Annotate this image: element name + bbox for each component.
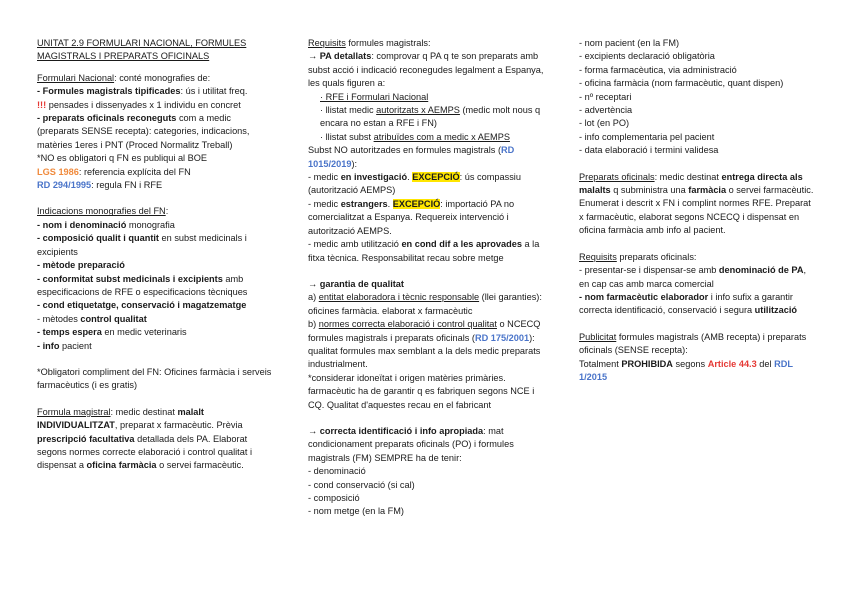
item-text: : mat condicionament preparats oficinals (PO) i formules magistrals (FM) SEMPRE ha de tenir: (308, 425, 514, 463)
excepcio-highlight: EXCEPCIÓ (412, 172, 460, 183)
item-text: monografia (126, 219, 175, 230)
column-right (579, 37, 816, 384)
garantia-qualitat-section (308, 278, 546, 412)
section-label: Formulari Nacional (37, 72, 115, 83)
law-reference: RDL 1/2015 (579, 358, 793, 382)
item-bold: - conformitat subst medicinals i excipients (37, 273, 223, 284)
publicitat-section (579, 331, 816, 385)
item-text: : ús compassiu (autorització AEMPS) (308, 172, 521, 196)
item-underline: entitat elaboradora i tècnic responsable (318, 292, 480, 303)
item-text: : medic destinat (110, 406, 178, 417)
item-text: - medic (308, 172, 341, 183)
column-left (37, 37, 272, 473)
section-label: Formula magistral (37, 406, 111, 417)
list-item: - nº receptari (579, 91, 632, 102)
note-text: *considerar idoneïtat i origen matèries primàries. farmacèutic ha de garantir q es fabriquen segons NCE i CQ. Qualitat d'aquestes recau en el fabricant (308, 372, 535, 410)
item-text: del (756, 358, 775, 369)
item-text: , preparat x farmacèutic. Prèvia (114, 420, 243, 431)
item-text: : medic destinat (654, 171, 722, 182)
item-text: - presentar-se i dispensar-se amb (579, 265, 719, 276)
item-text: i info sufix a garantir correcta identificació, conservació i segura (579, 291, 793, 316)
item-text: - medic (308, 198, 341, 209)
item-bold: - temps espera (37, 327, 102, 338)
item-text: q subministra una (610, 185, 689, 196)
item-text: formules magistrals (AMB recepta) i preparats oficinals (SENSE recepta): (579, 331, 807, 356)
item-text: ): (351, 158, 358, 169)
item-text: o NCECQ formules magistrals i preparats oficinals ( (308, 319, 541, 343)
list-item: - excipients declaració obligatòria (579, 51, 715, 62)
identificacio-section (308, 425, 546, 519)
item-bold: control qualitat (80, 313, 147, 324)
item-text: - mètodes (37, 313, 81, 324)
indicacions-section (37, 205, 272, 352)
item-text: . (387, 198, 393, 209)
list-item: - data elaboració i termini validesa (579, 145, 719, 156)
item-text: en subst medicinals i excipients (37, 233, 247, 257)
formulari-nacional-section (37, 72, 272, 193)
list-item: - nom metge (en la FM) (308, 506, 404, 517)
item-text: en medic veterinaris (101, 327, 187, 338)
item-bold: - composició qualit i quantit (37, 233, 159, 244)
item-bold: entrega directa als malalts (579, 171, 803, 196)
document-title (37, 37, 272, 64)
section-text: preparats oficinals: (616, 251, 697, 262)
item-bold: estrangers (340, 198, 388, 209)
item-text: : comprovar q PA q te son preparats amb subst acció i indicació reconegudes legalment a Espanya, les quals figuren a: (308, 51, 544, 89)
item-text: a la fitxa tècnica. Responsabilitat recau sobre metge (308, 239, 540, 263)
item-text: : ús i utilitat freq. (180, 86, 248, 97)
item-underline: autoritzats x AEMPS (376, 105, 460, 116)
list-item: - info complementaria pel pacient (579, 131, 715, 142)
title-line-2: MAGISTRALS I PREPARATS OFICINALS (37, 51, 210, 62)
item-bold: malalt INDIVIDUALITZAT (37, 406, 204, 431)
item-bold: en investigació (340, 172, 408, 183)
item-text: a) (308, 292, 319, 303)
identificacio-list-cont (579, 37, 816, 158)
item-text: . (407, 172, 413, 183)
item-text: ): qualitat formules max semblant a la dels medic preparats industrialment. (308, 332, 541, 370)
item-text: pensades i dissenyades x 1 individu en concret (46, 99, 241, 110)
list-item: - cond conservació (si cal) (308, 479, 415, 490)
subst-no-autoritzades (308, 144, 546, 265)
section-label: Indicacions monografies del FN (37, 206, 166, 217)
item-text: com a medic (preparats SENSE recepta): categories, indicacions, matèries 1eres i PNT (Proced Normalitz Treball) (37, 113, 250, 150)
section-text: : (165, 206, 169, 217)
item-text: (medic molt nous q encara no estan a RFE i FN) (320, 105, 541, 129)
item-bold: - Formules magistrals tipificades (37, 86, 181, 97)
obligatori-note: *Obligatori compliment del FN: Oficines farmàcia i serveis farmacèutics (i es gratis) (37, 366, 272, 391)
section-text: formules magistrals: (345, 38, 431, 48)
formula-magistral-section (37, 406, 272, 473)
item-bold: denominació de PA (718, 265, 804, 276)
item-text: : regula FN i RFE (91, 180, 163, 191)
list-item: - advertència (579, 105, 633, 116)
section-text: : conté monografies de: (114, 72, 211, 83)
pa-sub-item (308, 104, 546, 131)
preparats-oficinals-section (579, 171, 816, 238)
requisits-po-section (579, 251, 816, 318)
item-text: segons (672, 358, 708, 369)
item-bold: - info (37, 340, 60, 351)
list-item: - composició (308, 493, 360, 503)
item-bold: → correcta identificació i info apropiada (308, 425, 484, 436)
item-text: o servei farmacèutic. (156, 460, 244, 471)
pa-sub-item (308, 91, 546, 104)
item-text: - medic amb utilització (308, 239, 402, 250)
section-label: Requisits (579, 251, 617, 262)
item-text: · llistat medic (320, 105, 377, 116)
item-text: · RFE i Formulari Nacional (320, 91, 429, 102)
item-underline: atribuïdes com a medic x AEMPS (373, 131, 510, 142)
item-text: o servei farmacèutic. Enumerat i descrit x FN i complint normes RFE. Preparat x farmacèutic, elaborat segons NCECQ i dispensat en oficina farmàcia amb info al pacient. (579, 185, 814, 236)
item-text: Subst NO autoritzades en formules magistrals ( (308, 145, 502, 156)
item-text: amb especificacions de RFE o especificacions tècniques (37, 273, 248, 297)
law-reference: Article 44.3 (707, 358, 757, 369)
item-text: , en cap cas amb marca comercial (579, 265, 807, 289)
item-text: Totalment (579, 358, 622, 369)
column-middle (308, 37, 546, 519)
item-bold: prescripció facultativa (37, 433, 135, 444)
item-text: : importació PA no comercialitzat a Espanya. Requereix intervenció i autorització AEMPS. (308, 198, 515, 236)
list-item: - forma farmacèutica, via administració (579, 64, 737, 75)
item-bold: en cond dif a les aprovades (401, 239, 522, 250)
item-bold: PROHIBIDA (621, 358, 673, 369)
item-bold: utilització (754, 305, 798, 316)
item-bold: → PA detallats (308, 51, 372, 62)
law-reference: RD 1015/2019 (308, 145, 515, 169)
requisits-fm-section (308, 37, 546, 91)
section-label: Requisits (308, 38, 346, 48)
section-label: Preparats oficinals (579, 171, 655, 182)
excepcio-highlight: EXCEPCIÓ (392, 198, 441, 209)
law-reference: RD 175/2001 (474, 332, 530, 343)
law-reference: RD 294/1995 (37, 180, 92, 191)
item-text: b) (308, 319, 319, 330)
item-text: : referencia explícita del FN (78, 166, 191, 177)
item-bold: - nom i denominació (37, 219, 127, 230)
pa-sub-item (308, 131, 546, 144)
note-text: *NO es obligatori q FN es publiqui al BOE (37, 153, 208, 164)
item-underline: normes correcta elaboració i control qualitat (318, 319, 497, 330)
item-bold: oficina farmàcia (86, 460, 157, 471)
title-line-1: UNITAT 2.9 FORMULARI NACIONAL, FORMULES (37, 38, 247, 48)
item-bold: - nom farmacèutic elaborador (579, 291, 709, 302)
list-item: - denominació (308, 466, 366, 477)
item-bold: - cond etiquetatge, conservació i magatzematge (37, 300, 247, 311)
item-text: pacient (59, 340, 92, 351)
item-text: · llistat subst (320, 131, 374, 142)
list-item: - lot (en PO) (579, 118, 630, 129)
list-item: - oficina farmàcia (nom farmacèutic, quant dispen) (579, 78, 784, 89)
item-bold: - preparats oficinals reconeguts (37, 113, 177, 124)
section-label: Publicitat (579, 331, 617, 342)
item-bold: farmàcia (688, 185, 727, 196)
item-text: detallada dels PA. Elaborat segons normes correcte elaboració i control qualitat i dispensat a (37, 433, 252, 471)
list-item: - nom pacient (en la FM) (579, 38, 680, 48)
warning-mark: !!! (37, 99, 47, 110)
item-text: (llei garanties): oficines farmàcia. elaborat x farmacèutic (308, 292, 542, 316)
item-bold: → garantia de qualitat (308, 278, 404, 289)
item-bold: - mètode preparació (37, 260, 125, 271)
law-reference: LGS 1986 (37, 166, 79, 177)
